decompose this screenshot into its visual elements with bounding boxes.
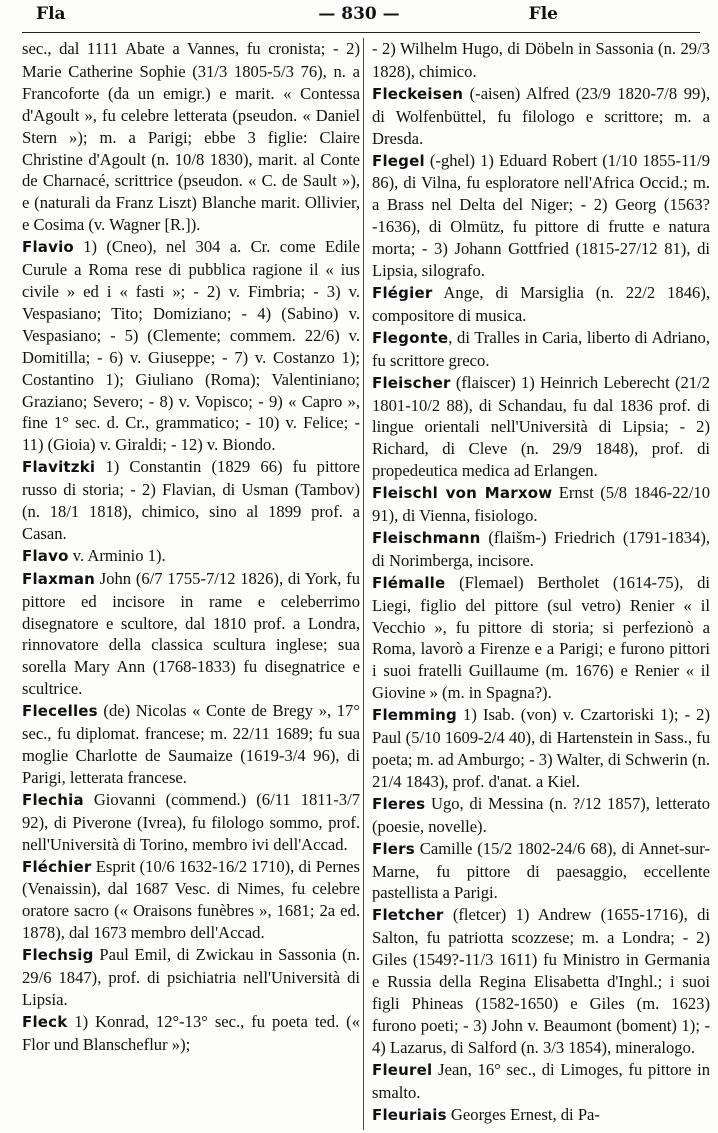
entry-headword: Flavitzki xyxy=(22,458,96,477)
entry-text: (-ghel) 1) Eduard Robert (1/10 1855-11/9 86), di Vilna, fu esploratore nell'Africa Occid.; m. a Brass nel Delta del Niger; - 2) Georg (1563?-1636), di Olmütz, fu pittore di frutte e natura morta; - 3) Johann Gottfried (1815-27/12 81), di Lipsia, silografo. xyxy=(372,150,710,281)
entry-text: Giovanni (commend.) (6/11 1811-3/7 92), di Piverone (Ivrea), fu filologo sommo, prof. nell'Università di Torino, membro ivi dell'Accad. xyxy=(22,789,360,854)
entry-text: (flaišm-) Friedrich (1791-1834), di Norimberga, incisore. xyxy=(372,527,710,570)
entry-headword: Flegel xyxy=(372,151,425,170)
entry-text: sec., dal 1111 Abate a Vannes, fu cronista; - 2) Marie Catherine Sophie (31/3 1805-5/3 76), n. a Francoforte (da un emigr.) e marit. « Contessa d'Agoult », fu celebre letterata (pseudon. « Daniel Stern »); m. a Parigi; ebbe 3 figlie: Claire Christine d'Agoult (n. 10/8 1830), marit. al Conte de Charnacé, scrittrice (pseudon. « C. de Sault »), e (naturali da Franz Liszt) Blanche marit. Ollivier, e Cosima (v. Wagner [R.]). xyxy=(22,39,360,235)
entry-text: 1) Constantin (1829 66) fu pittore russo di storia; - 2) Flavian, di Usman (Tambov) (n. 18/1 1818), chimico, sino al 1899 prof. a Casan. xyxy=(22,457,360,543)
entry-text: (-aisen) Alfred (23/9 1820-7/8 99), di Wolfenbüttel, fu filologo e scrittore; m. a Dresda. xyxy=(372,83,710,148)
entry-headword: Fléchier xyxy=(22,857,92,876)
entry-text: (Flemael) Bertholet (1614-75), di Liegi, figlio del pittore (sul vetro) Renier « il Vecchio », fu pittore di storia; si perfezionò a Roma, lavorò a Firenze e a Parigi; e furono pittori i suoi fratelli Guillaume (m. 1676) e Renier « il Giovine » (m. in Spagna?). xyxy=(372,572,710,703)
entry-headword: Fleurel xyxy=(372,1060,433,1079)
entry-text: Camille (15/2 1802-24/6 68), di Annet-sur-Marne, fu pittore di paesaggio, eccellente pastellista a Parigi. xyxy=(372,838,710,903)
entry xyxy=(22,944,360,1011)
entry xyxy=(22,38,360,236)
entry-headword: Fleck xyxy=(22,1012,68,1031)
entry xyxy=(372,838,710,905)
entry-text: Esprit (10/6 1632-16/2 1710), di Pernes (Venaissin), dal 1687 Vesc. di Nimes, fu celebre oratore sacro (« Oraisons funèbres », 1681; 2a ed. 1878), dal 1673 membro dell'Accad. xyxy=(22,856,360,943)
entry-text: Paul Emil, di Zwickau in Sassonia (n. 29/6 1847), prof. di psichiatria nell'Università di Lipsia. xyxy=(22,945,360,1009)
entry-headword: Flegonte xyxy=(372,328,449,347)
entry-text: (flaiscer) 1) Heinrich Leberecht (21/2 1801-10/2 88), di Schandau, fu dal 1836 prof. di lingue orientali nell'Università di Lipsia; - 2) Richard, di Cleve (n. 29/9 1848), prof. di propedeutica medica ad Erlangen. xyxy=(372,372,710,481)
entry-text: Ernst (5/8 1846-22/10 91), di Vienna, fisiologo. xyxy=(372,483,710,526)
entry-text: v. Arminio 1). xyxy=(68,545,166,565)
entry xyxy=(372,282,710,327)
entry-text: (fletcer) 1) Andrew (1655-1716), di Salton, fu patriotta scozzese; m. a Londra; - 2) Giles (1549?-11/3 1611) fu Ministro in Germania e Russia della Regina Elisabetta d'Inghl.; i suoi figli Phineas (1582-1650) e Giles (m. 1623) furono poeti; - 3) John v. Beaumont (boment) 1); - 4) Lazarus, di Salford (n. 3/3 1854), mineralogo. xyxy=(372,905,710,1057)
entry xyxy=(22,236,360,456)
entry-text: (de) Nicolas « Conte de Bregy », 17° sec., fu diplomat. francese; m. 22/11 1689; fu sua moglie Charlotte de Saumaize (1619-3/4 96), di Parigi, letterata francese. xyxy=(22,701,360,787)
entry-text: Ugo, di Messina (n. ?/12 1857), letterato (poesie, novelle). xyxy=(372,793,710,836)
entry-headword: Flégier xyxy=(372,283,433,302)
left-column xyxy=(22,38,360,1130)
entry-headword: Flechsig xyxy=(22,946,94,965)
entry xyxy=(372,482,710,527)
entry-headword: Flechia xyxy=(22,790,84,809)
entry xyxy=(22,700,360,789)
entry xyxy=(372,704,710,793)
entry xyxy=(372,1104,710,1127)
header-rule xyxy=(22,32,700,33)
entry xyxy=(22,456,360,545)
column-divider xyxy=(363,38,364,1130)
entry-headword: Fleischer xyxy=(372,373,451,392)
entry xyxy=(22,568,360,700)
entry-text: Ange, di Marsiglia (n. 22/2 1846), compositore di musica. xyxy=(372,282,710,325)
entry-headword: Flemming xyxy=(372,706,457,725)
entry-text: John (6/7 1755-7/12 1826), di York, fu pittore ed incisore in rame e celeberrimo disegnatore e scultore, dal 1810 prof. a Londra, rinnovatore della classica scultura inglese; sua sorella Mary Ann (1768-1833) fu disegnatrice e scultrice. xyxy=(22,568,360,699)
entry xyxy=(22,856,360,945)
entry-headword: Flers xyxy=(372,839,415,858)
entry-text: 1) Konrad, 12°-13° sec., fu poeta ted. (« Flor und Blanscheflur »); xyxy=(22,1011,360,1054)
entry-headword: Fleckeisen xyxy=(372,84,464,103)
entry xyxy=(372,527,710,572)
entry xyxy=(22,1011,360,1056)
entry xyxy=(372,372,710,483)
entry-text: 1) (Cneo), nel 304 a. Cr. come Edile Curule a Roma rese di pubblica ragione il « ius civile » ed i « fasti »; - 2) v. Fimbria; - 3) v. Vespasiano; Tito; Domiziano; - 4) (Sabino) v. Vespasiano; - 5) (Clemente; commem. 22/6) v. Domitilla; - 6) v. Giuseppe; - 7) v. Costanzo 1); Costantino 1); Giuliano (Roma); Valentiniano; Graziano; Severo; - 8) v. Vopisco; - 9) « Capro », fine 1° sec. d. Cr., grammatico; - 10) v. Felice; - 11) (Gioia) v. Giraldi; - 12) v. Biondo. xyxy=(22,237,360,455)
entry-headword: Fleuriais xyxy=(372,1105,447,1124)
entry-headword: Flecelles xyxy=(22,702,98,721)
entry xyxy=(372,83,710,150)
entry xyxy=(372,904,710,1058)
entry xyxy=(22,545,360,568)
header-left-guideword: Fla xyxy=(36,4,66,24)
entry-headword: Flaxman xyxy=(22,569,96,588)
entry-headword: Flavio xyxy=(22,238,74,257)
entry xyxy=(372,1059,710,1104)
entry-text: 1) Isab. (von) v. Czartoriski 1); - 2) Paul (5/10 1609-2/4 40), di Hartenstein in Sass., fu poeta; m. ad Amburgo; - 3) Walter, di Schwerin (n. 21/4 1843), prof. d'anat. a Kiel. xyxy=(372,705,710,791)
entry-text: - 2) Wilhelm Hugo, di Döbeln in Sassonia (n. 29/3 1828), chimico. xyxy=(372,39,710,81)
entry-text: Georges Ernest, di Pa- xyxy=(446,1104,600,1124)
entry-text: , di Tralles in Caria, liberto di Adriano, fu scrittore greco. xyxy=(372,327,710,370)
entry-headword: Fleischl von Marxow xyxy=(372,484,553,503)
page-header xyxy=(0,0,718,28)
entry xyxy=(22,789,360,856)
page-number: — 830 — xyxy=(318,4,400,24)
entry-headword: Fletcher xyxy=(372,906,444,925)
entry-text: Jean, 16° sec., di Limoges, fu pittore in smalto. xyxy=(372,1059,710,1102)
right-column xyxy=(372,38,710,1130)
entry xyxy=(372,150,710,282)
entry-headword: Fleischmann xyxy=(372,528,481,547)
entry-headword: Flémalle xyxy=(372,573,446,592)
entry xyxy=(372,793,710,838)
entry-headword: Flavo xyxy=(22,546,69,565)
entry xyxy=(372,327,710,372)
header-right-guideword: Fle xyxy=(528,4,558,24)
entry-headword: Fleres xyxy=(372,794,426,813)
entry xyxy=(372,572,710,704)
entry xyxy=(372,38,710,83)
